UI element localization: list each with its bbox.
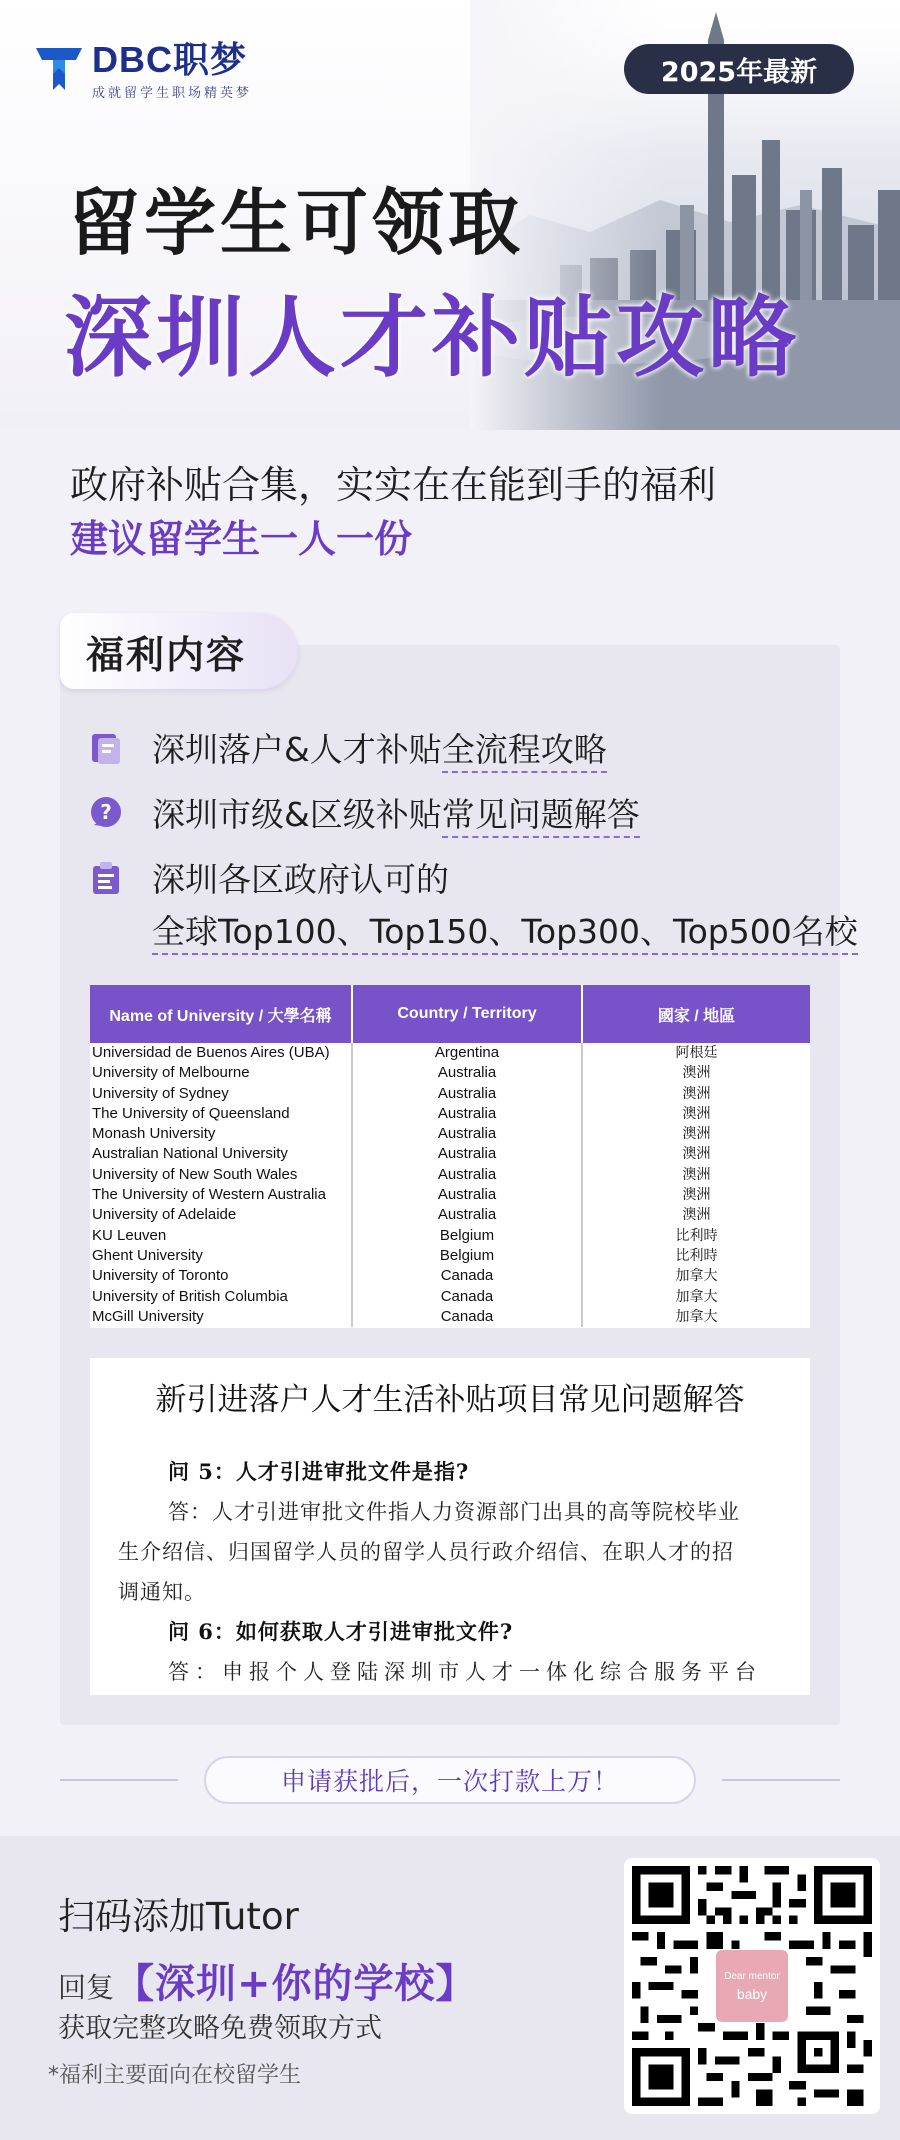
header-university: Name of University / 大學名稱 [90, 985, 352, 1043]
cell-country-cn: 澳洲 [682, 1166, 711, 1183]
cell-university: Australian National University [90, 1144, 352, 1164]
cell-university: University of British Columbia [90, 1287, 352, 1307]
cell-university: McGill University [90, 1307, 352, 1327]
cell-country: Canada [352, 1266, 582, 1286]
table-row [90, 1266, 810, 1286]
header-country: Country / Territory [352, 985, 582, 1043]
year-badge: 2025年最新 [624, 44, 854, 94]
cell-country: Belgium [352, 1246, 582, 1266]
cell-country: Argentina [352, 1043, 582, 1063]
cell-country-cn: 澳洲 [682, 1085, 711, 1102]
cell-country: Australia [352, 1205, 582, 1225]
table-header-row [90, 985, 810, 1043]
cell-country-cn: 澳洲 [682, 1065, 711, 1082]
table-row [90, 1043, 810, 1063]
clipboard-icon [88, 860, 124, 896]
question-bubble-icon [88, 795, 124, 831]
table-row [90, 1185, 810, 1205]
reply-prefix: 回复 [58, 1971, 115, 2004]
header-country-cn: 國家 / 地區 [582, 985, 810, 1043]
cell-country-cn: 加拿大 [675, 1308, 718, 1325]
faq-question-5: 问 5：人才引进审批文件是指? [168, 1459, 470, 1484]
document-stack-icon [88, 730, 124, 766]
cell-country-cn: 澳洲 [682, 1105, 711, 1122]
cell-university: University of Sydney [90, 1084, 352, 1104]
subhead-section [0, 430, 900, 572]
cell-university: University of New South Wales [90, 1165, 352, 1185]
faq-answer-5-line2: 生介绍信、归国留学人员的留学人员行政介绍信、在职人才的招 [118, 1540, 734, 1564]
cell-university: Monash University [90, 1124, 352, 1144]
benefit-item-3-prefix: 深圳各区政府认可的 [152, 860, 449, 899]
audience-note: *福利主要面向在校留学生 [48, 2063, 302, 2088]
cell-country-cn: 加拿大 [675, 1268, 718, 1285]
qr-center-badge [716, 1950, 788, 2022]
faq-title: 新引进落户人才生活补贴项目常见问题解答 [155, 1382, 745, 1418]
cell-country-cn: 比利時 [675, 1227, 718, 1244]
cell-university: KU Leuven [90, 1226, 352, 1246]
cell-university: University of Melbourne [90, 1063, 352, 1083]
brand-name: DBC职梦 [92, 39, 247, 80]
cell-university: The University of Western Australia [90, 1185, 352, 1205]
subhead-line1: 政府补贴合集，实实在在能到手的福利 [70, 463, 717, 507]
svg-text:?: ? [100, 799, 112, 824]
hero-banner [0, 0, 900, 430]
table-row [90, 1307, 810, 1327]
cell-university: University of Toronto [90, 1266, 352, 1286]
hero-title-line1: 留学生可领取 [68, 181, 525, 265]
cell-country: Australia [352, 1084, 582, 1104]
benefit-item-3-highlight: 全球Top100、Top150、Top300、Top500名校 [152, 912, 858, 955]
cell-country-cn: 澳洲 [682, 1207, 711, 1224]
cell-country: Canada [352, 1287, 582, 1307]
subhead-line2: 建议留学生一人一份 [70, 517, 413, 561]
table-row [90, 1084, 810, 1104]
cell-country-cn: 澳洲 [682, 1146, 711, 1163]
cell-country-cn: 澳洲 [682, 1126, 711, 1143]
reply-keyword: 【深圳+你的学校】 [114, 1961, 477, 2007]
cell-university: Ghent University [90, 1246, 352, 1266]
cell-country: Australia [352, 1104, 582, 1124]
cell-country-cn: 澳洲 [682, 1187, 711, 1204]
brand-logo [32, 40, 252, 101]
faq-answer-6-line1: 答：申报个人登陆深圳市人才一体化综合服务平台 [168, 1660, 762, 1684]
footer-cta [0, 1836, 900, 2140]
benefit-item-1-highlight: 全流程攻略 [442, 730, 607, 773]
table-row [90, 1144, 810, 1164]
benefit-item-2-prefix: 深圳市级&区级补贴 [152, 795, 442, 834]
table-row [90, 1063, 810, 1083]
table-row [90, 1246, 810, 1266]
faq-excerpt [90, 1358, 810, 1695]
cell-country: Canada [352, 1307, 582, 1327]
cell-country: Belgium [352, 1226, 582, 1246]
cell-country-cn: 比利時 [675, 1247, 718, 1264]
faq-answer-5-line3: 调通知。 [118, 1580, 206, 1604]
brand-slogan: 成就留学生职场精英梦 [92, 86, 253, 101]
reply-line [58, 1952, 477, 2009]
get-guide-text: 获取完整攻略免费领取方式 [58, 2013, 382, 2044]
divider-right [722, 1779, 840, 1781]
qr-badge-line1: Dear mentor [724, 1970, 780, 1982]
qr-code[interactable] [624, 1858, 880, 2114]
payout-pill: 申请获批后，一次打款上万！ [204, 1756, 696, 1804]
cell-country: Australia [352, 1063, 582, 1083]
hero-title-line2: 深圳人才补贴攻略 [64, 286, 801, 389]
cell-country: Australia [352, 1144, 582, 1164]
cell-country-cn: 加拿大 [675, 1288, 718, 1305]
table-row [90, 1104, 810, 1124]
scan-text: 扫码添加Tutor [58, 1895, 299, 1938]
benefit-item-3 [88, 854, 449, 901]
benefit-item-2-highlight: 常见问题解答 [442, 795, 640, 838]
cell-university: Universidad de Buenos Aires (UBA) [90, 1043, 352, 1063]
cell-university: The University of Queensland [90, 1104, 352, 1124]
table-row [90, 1287, 810, 1307]
qr-badge-line2: baby [736, 1985, 768, 2002]
benefits-tab-label: 福利内容 [86, 632, 247, 677]
cell-country: Australia [352, 1124, 582, 1144]
table-row [90, 1205, 810, 1225]
cell-country: Australia [352, 1165, 582, 1185]
divider-left [60, 1779, 178, 1781]
faq-answer-5-line1: 答：人才引进审批文件指人力资源部门出具的高等院校毕业 [168, 1500, 740, 1524]
faq-question-6: 问 6：如何获取人才引进审批文件? [168, 1619, 514, 1644]
cell-university: University of Adelaide [90, 1205, 352, 1225]
benefit-item-1 [88, 724, 607, 771]
university-table [90, 985, 810, 1328]
table-row [90, 1124, 810, 1144]
benefits-tab [60, 613, 298, 689]
table-row [90, 1165, 810, 1185]
cell-country-cn: 阿根廷 [675, 1045, 718, 1061]
benefit-item-1-prefix: 深圳落户&人才补贴 [152, 730, 442, 769]
benefit-item-3-line2 [152, 906, 858, 953]
dbc-logo-icon [32, 40, 86, 94]
cell-country: Australia [352, 1185, 582, 1205]
table-row [90, 1226, 810, 1246]
benefit-item-2 [88, 789, 640, 836]
